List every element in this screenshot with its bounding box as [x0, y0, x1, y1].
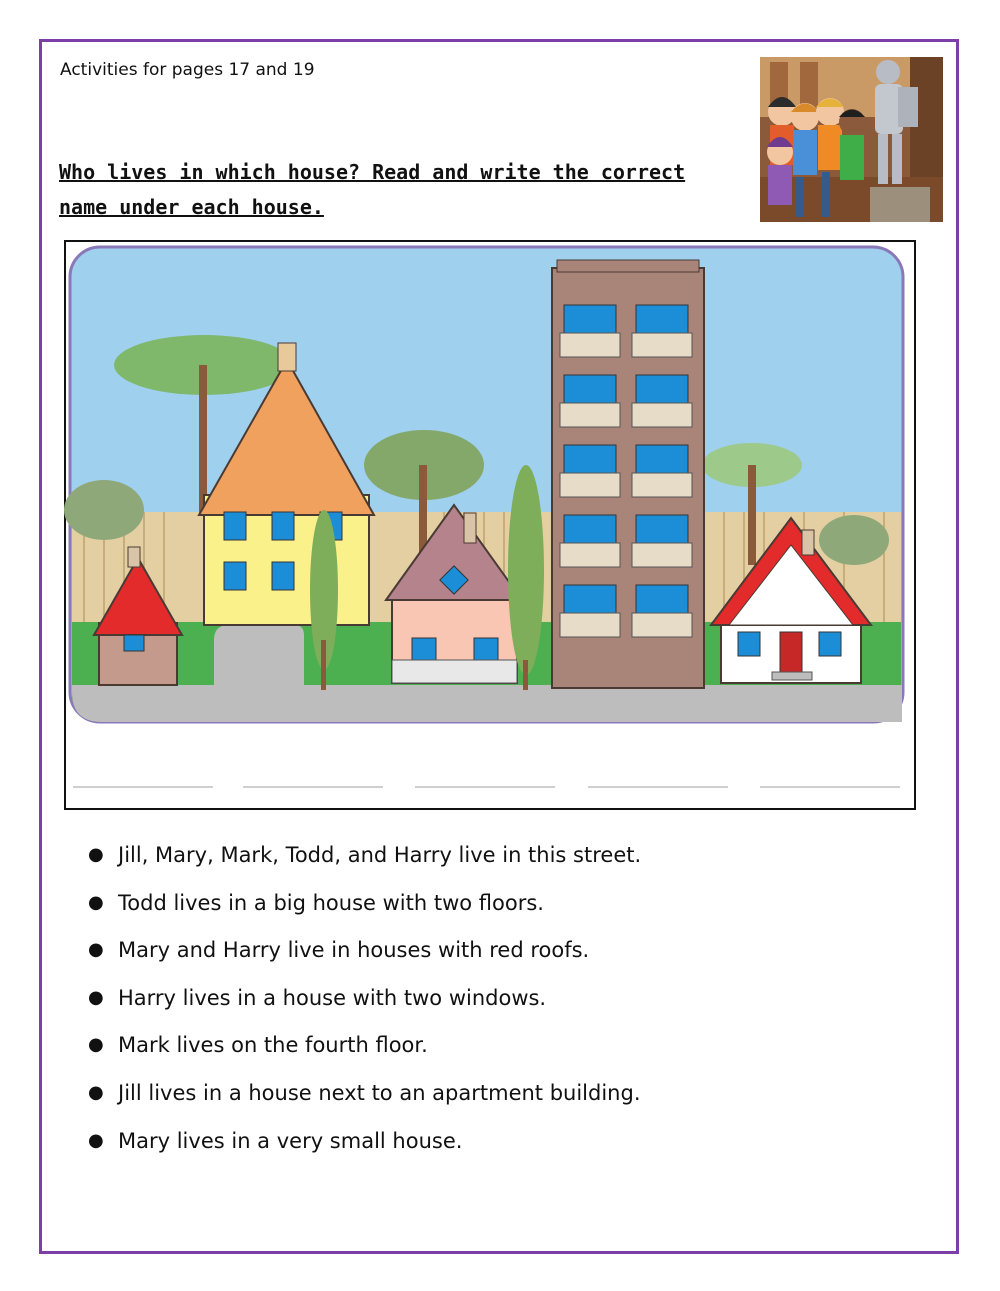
list-item: ● Mark lives on the fourth floor. [88, 1025, 928, 1073]
instruction-heading: Who lives in which house? Read and write the correct name under each house. [59, 160, 686, 219]
bullet-icon: ● [88, 1129, 104, 1151]
bullet-icon: ● [88, 939, 104, 961]
answer-line-2[interactable] [243, 786, 383, 788]
bullet-icon: ● [88, 986, 104, 1008]
apartment-building [552, 260, 704, 688]
answer-line-5[interactable] [760, 786, 900, 788]
children-and-knight-armor-icon [760, 57, 943, 222]
bullet-icon: ● [88, 891, 104, 913]
list-item: ● Harry lives in a house with two windows. [88, 978, 928, 1026]
clue-list [88, 835, 928, 1168]
list-item: ● Mary lives in a very small house. [88, 1121, 928, 1169]
list-item: ● Mary and Harry live in houses with red roofs. [88, 930, 928, 978]
bullet-icon: ● [88, 844, 104, 865]
answer-line-4[interactable] [588, 786, 728, 788]
list-item: ● Jill, Mary, Mark, Todd, and Harry live in this street. [88, 835, 928, 883]
bullet-icon: ● [88, 1034, 104, 1056]
answer-line-1[interactable] [73, 786, 213, 788]
answer-line-3[interactable] [415, 786, 555, 788]
list-item: ● Todd lives in a big house with two floors. [88, 883, 928, 931]
page-subtitle: Activities for pages 17 and 19 [60, 60, 315, 80]
street-scene [64, 240, 916, 810]
bullet-icon: ● [88, 1081, 104, 1103]
list-item: ● Jill lives in a house next to an apartment building. [88, 1073, 928, 1121]
